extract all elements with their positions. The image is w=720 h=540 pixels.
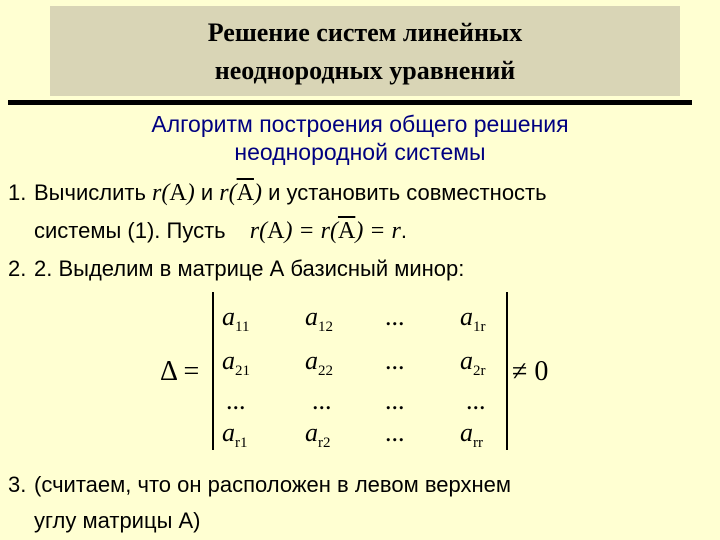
title-line-2: неоднородных уравнений <box>214 56 516 85</box>
det-cell-4-4: $a_{rr}$ <box>460 418 483 452</box>
det-cell-2-4: $a_{2r}$ <box>460 346 486 380</box>
step3-line1: (считаем, что он расположен в левом верхнем <box>34 472 511 497</box>
step1-line2 <box>34 218 407 245</box>
det-cell-3-3: ... <box>385 386 405 415</box>
determinant-right-bar <box>506 292 508 450</box>
title-box <box>50 6 680 96</box>
det-cell-2-3: ... <box>385 346 405 375</box>
det-cell-1-1: $a_{11}$ <box>222 302 250 336</box>
not-equal-zero: ≠ 0 <box>512 356 549 387</box>
slide-title <box>50 6 680 90</box>
step1-line2-b: . <box>400 218 407 243</box>
subtitle <box>0 110 720 166</box>
step3-line2: углу матрицы А) <box>34 508 201 533</box>
r-of-A-bar: $r(\overline{A})$ <box>219 180 262 206</box>
det-cell-3-2: ... <box>312 386 332 415</box>
determinant-left-bar <box>212 292 214 450</box>
det-cell-2-1: $a_{21}$ <box>222 346 250 380</box>
step1-line2-a: системы (1). Пусть <box>34 218 226 243</box>
step1-number: 1. <box>8 180 27 205</box>
det-cell-3-1: ... <box>226 386 246 415</box>
step1-text-c: и установить совместность <box>268 180 547 205</box>
det-cell-4-1: $a_{r1}$ <box>222 418 248 452</box>
det-cell-4-2: $a_{r2}$ <box>305 418 331 452</box>
r-of-A: r(A) <box>152 180 195 206</box>
det-cell-1-3: ... <box>385 302 405 331</box>
step2-text: 2. Выделим в матрице А базисный минор: <box>34 256 465 281</box>
det-cell-3-4: ... <box>466 386 486 415</box>
step1-text-a: Вычислить <box>34 180 146 205</box>
det-cell-4-3: ... <box>385 418 405 447</box>
rank-equality: $r(A) = r(\overline{A}) = r$ <box>249 218 401 244</box>
step3-number: 3. <box>8 472 27 497</box>
title-divider <box>8 100 692 105</box>
subtitle-line-2: неоднородной системы <box>234 139 486 165</box>
subtitle-line-1: Алгоритм построения общего решения <box>151 111 569 137</box>
step2-number: 2. <box>8 256 27 281</box>
title-line-1: Решение систем линейных <box>207 18 523 47</box>
det-cell-2-2: $a_{22}$ <box>305 346 333 380</box>
delta-symbol: Δ = <box>160 356 200 387</box>
step1-line1 <box>34 180 547 207</box>
step1-text-b: и <box>200 180 214 205</box>
det-cell-1-4: $a_{1r}$ <box>460 302 486 336</box>
det-cell-1-2: $a_{12}$ <box>305 302 333 336</box>
